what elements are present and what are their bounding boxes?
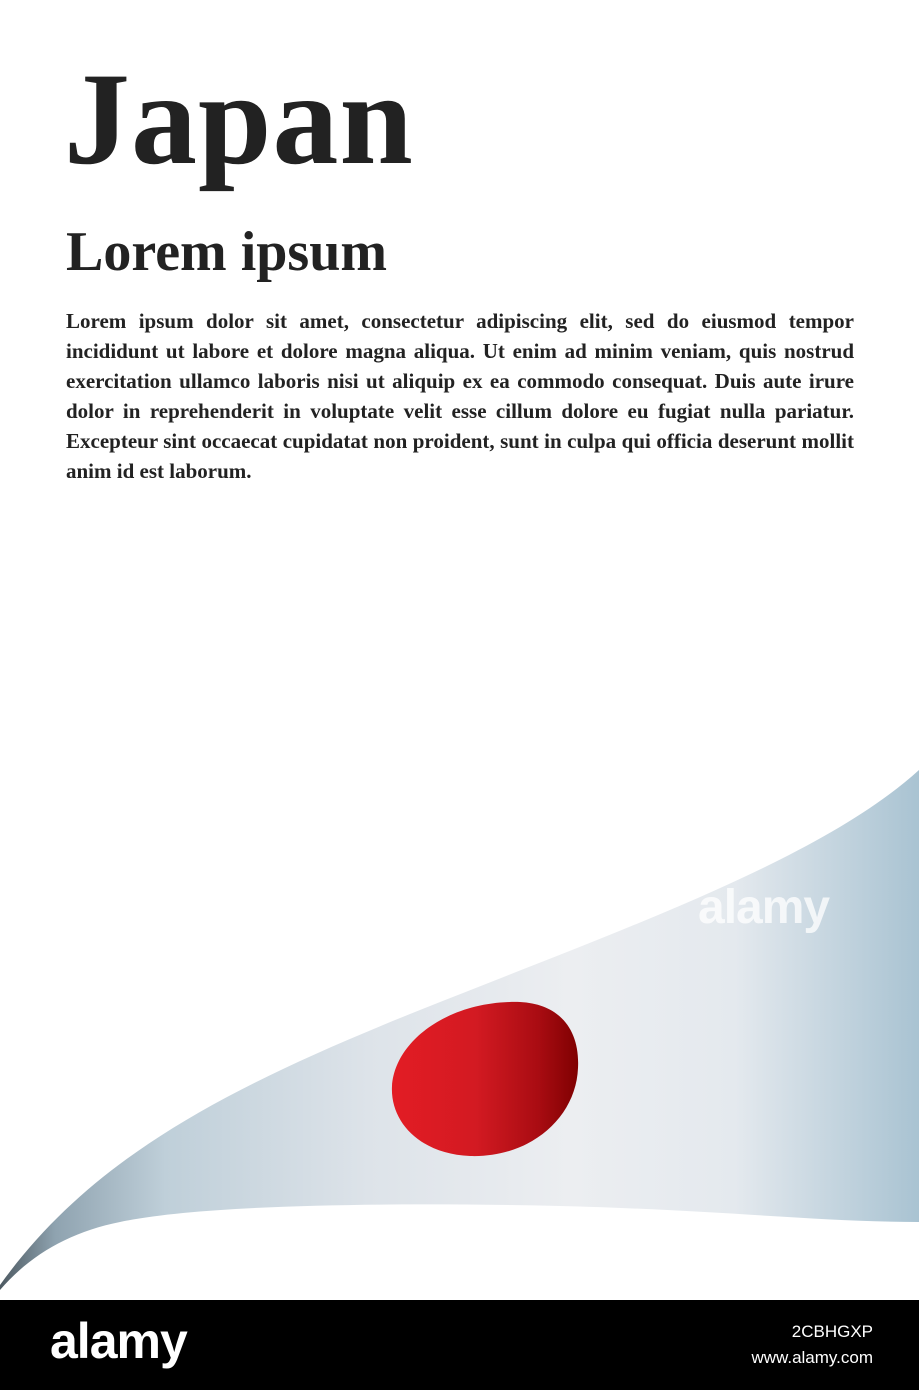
page-title: Japan <box>64 45 414 192</box>
footer-bar <box>0 1300 919 1390</box>
footer-logo: alamy <box>50 1313 187 1369</box>
watermark-logo: alamy <box>698 881 830 934</box>
footer-url: www.alamy.com <box>751 1348 873 1367</box>
body-paragraph: Lorem ipsum dolor sit amet, consectetur adipiscing elit, sed do eiusmod tempor incididunt ut labore et dolore magna aliqua. Ut enim ad minim veniam, quis nostrud exercitation ullamco laboris nisi ut aliquip ex ea commodo consequat. Duis aute irure dolor in reprehenderit in voluptate velit esse cillum dolore eu fugiat nulla pariatur. Excepteur sint occaecat cupidatat non proident, sunt in culpa qui officia deserunt mollit anim id est laborum. <box>66 309 854 483</box>
subtitle: Lorem ipsum <box>66 221 387 283</box>
image-id: 2CBHGXP <box>791 1322 873 1341</box>
